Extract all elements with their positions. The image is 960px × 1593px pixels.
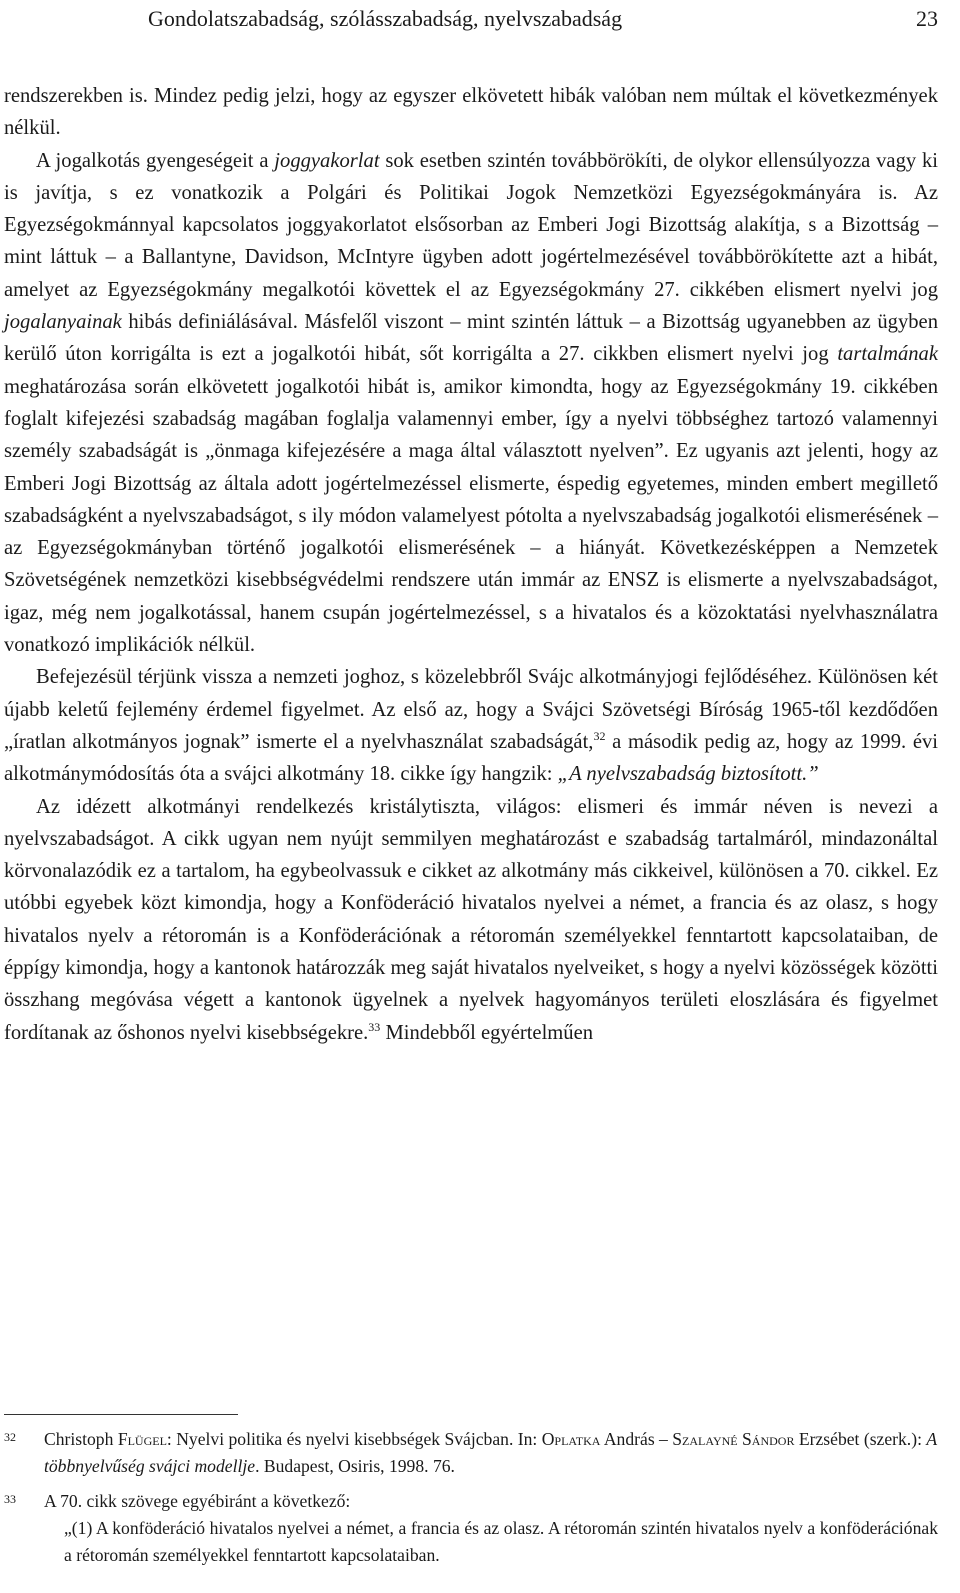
italic-term: joggyakorlat	[274, 149, 380, 172]
main-text	[4, 80, 938, 1049]
text-run: meghatározása során elkövetett jogalkotói hibát is, amikor kimondta, hogy az Egyezségokmány 19. cikkében foglalt kifejezési szabadság magában foglalja valamennyi ember, így a nyelvi többséghez tartozó valamennyi személy szabadságát is „önmaga kifejezésére a maga által választott nyelven”. Ez ugyanis azt jelenti, hogy az Emberi Jogi Bizottság az általa adott jogértelmezéssel elismerte, éspedig egyetemes, minden embert megillető szabadságként a nyelvszabadságot, s ily módon valamelyest pótolta a nyelvszabadság jogalkotói elismerésének – az Egyezségokmányban történő jogalkotói elismerésének – a hiányát. Következésképpen a Nemzetek Szövetségének nemzetközi kisebbségvédelmi rendszere után immár az ENSZ is elismerte a nyelvszabadságot, igaz, még nem jogalkotással, hanem csupán jogértelmezéssel, s a hivatalos és a közoktatási nyelvhasználatra vonatkozó implikációk nélkül.	[4, 375, 938, 657]
italic-term: jogalanyainak	[4, 311, 122, 334]
italic-quote: „A nyelvszabadság biztosított.”	[557, 763, 819, 786]
paragraph-2	[4, 145, 938, 662]
footnote-divider	[4, 1414, 238, 1415]
text-run: . Budapest, Osiris, 1998. 76.	[255, 1456, 455, 1476]
footnote-32	[4, 1426, 938, 1480]
footnote-ref-33[interactable]: 33	[368, 1019, 381, 1034]
page-number: 23	[916, 6, 938, 31]
paragraph-1	[4, 80, 938, 145]
text-run: a második pedig az, hogy az 1999. évi alkotmánymódosítás óta a svájci alkotmány 18. cikke így hangzik:	[4, 730, 939, 786]
footnote-number: 33	[4, 1492, 16, 1506]
running-header	[148, 2, 938, 36]
running-title: Gondolatszabadság, szólásszabadság, nyelvszabadság	[148, 6, 623, 31]
text-run: Az idézett alkotmányi rendelkezés kristálytiszta, világos: elismeri és immár néven is nevezi a nyelvszabadságot. A cikk ugyan nem nyújt semmilyen meghatározást e szabadság tartalmáról, mindazonáltal körvonalazódik ez a tartalom, ha egybeolvassuk e cikket az alkotmány más cikkeivel, különösen a 70. cikkel. Ez utóbbi egyebek közt kimondja, hogy a Konföderáció hivatalos nyelvei a német, a francia és az olasz, s hogy hivatalos nyelv a rétoromán is a Konföderációnak a rétoromán személyekkel fenntartott kapcsolataiban, de éppígy kimondja, hogy a kantonok határozzák meg saját hivatalos nyelveiket, s hogy a nyelvi közösségek közötti összhang megóvása végett a kantonok ügyelnek a nyelvek hagyományos területi eloszlására és figyelmet fordítanak az őshonos nyelvi kisebbségekre.	[4, 795, 938, 1044]
text-run: : Nyelvi politika és nyelvi kisebbségek Svájcban. In:	[166, 1429, 542, 1449]
text-run: Christoph	[44, 1429, 118, 1449]
text-run: Mindebből egyértelműen	[380, 1021, 594, 1044]
text-run: Erzsébet (szerk.):	[794, 1429, 927, 1449]
author-name: Szalayné Sándor	[672, 1429, 795, 1449]
italic-term: tartalmának	[837, 343, 938, 366]
text-run: sok esetben szintén továbbörökíti, de olykor ellensúlyozza vagy ki is javítja, s ez vonatkozik a Polgári és Politikai Jogok Nemzetközi Egyezségokmányára is. Az Egyezségokmánnyal kapcsolatos joggyakorlatot elsősorban az Emberi Jogi Bizottság alakítja, s a Bizottság – mint láttuk – a Ballantyne, Davidson, McIntyre ügyben adott jogértelmezésével továbbörökítette azt a hibát, amelyet az Egyezségokmány megalkotói követtek el az Egyezségokmány 27. cikkében elismert nyelvi jog	[4, 149, 939, 301]
footnote-quote: „(1) A konföderáció hivatalos nyelvei a német, a francia és az olasz. A rétoromán szintén hivatalos nyelv a konföderációnak a rétoromán személyekkel fenntartott kapcsolataiban.	[64, 1518, 938, 1565]
text-run: hibás definiálásával. Másfelől viszont – mint szintén láttuk – a Bizottság ugyanebben az ügyben kerülő úton korrigálta is ezt a jogalkotói hibát, sőt korrigálta a 27. cikkben elismert nyelvi jog	[4, 311, 938, 366]
footnotes	[4, 1426, 938, 1577]
book-title: A többnyelvűség svájci modellje	[44, 1429, 937, 1476]
text-run: András –	[600, 1429, 673, 1449]
footnote-ref-32[interactable]: 32	[593, 728, 606, 743]
footnote-intro: A 70. cikk szövege egyébiránt a következő:	[44, 1491, 351, 1511]
footnote-number: 32	[4, 1430, 16, 1444]
text-run: A jogalkotás gyengeségeit a	[36, 149, 275, 172]
text-run: rendszerekben is. Mindez pedig jelzi, hogy az egyszer elkövetett hibák valóban nem múltak el következmények nélkül.	[4, 85, 938, 140]
paragraph-3	[4, 661, 938, 790]
paragraph-4	[4, 791, 938, 1049]
text-run: Befejezésül térjünk vissza a nemzeti joghoz, s közelebbről Svájc alkotmányjogi fejlődéséhez. Különösen két újabb keletű fejlemény érdemel figyelmet. Az első az, hogy a Svájci Szövetségi Bíróság 1965-től kezdődően „íratlan alkotmányos jognak” ismerte el a nyelvhasználat szabadságát,	[4, 666, 938, 753]
footnote-33	[4, 1488, 938, 1569]
author-name: Oplatka	[541, 1429, 601, 1449]
author-name: Flügel	[117, 1429, 167, 1449]
